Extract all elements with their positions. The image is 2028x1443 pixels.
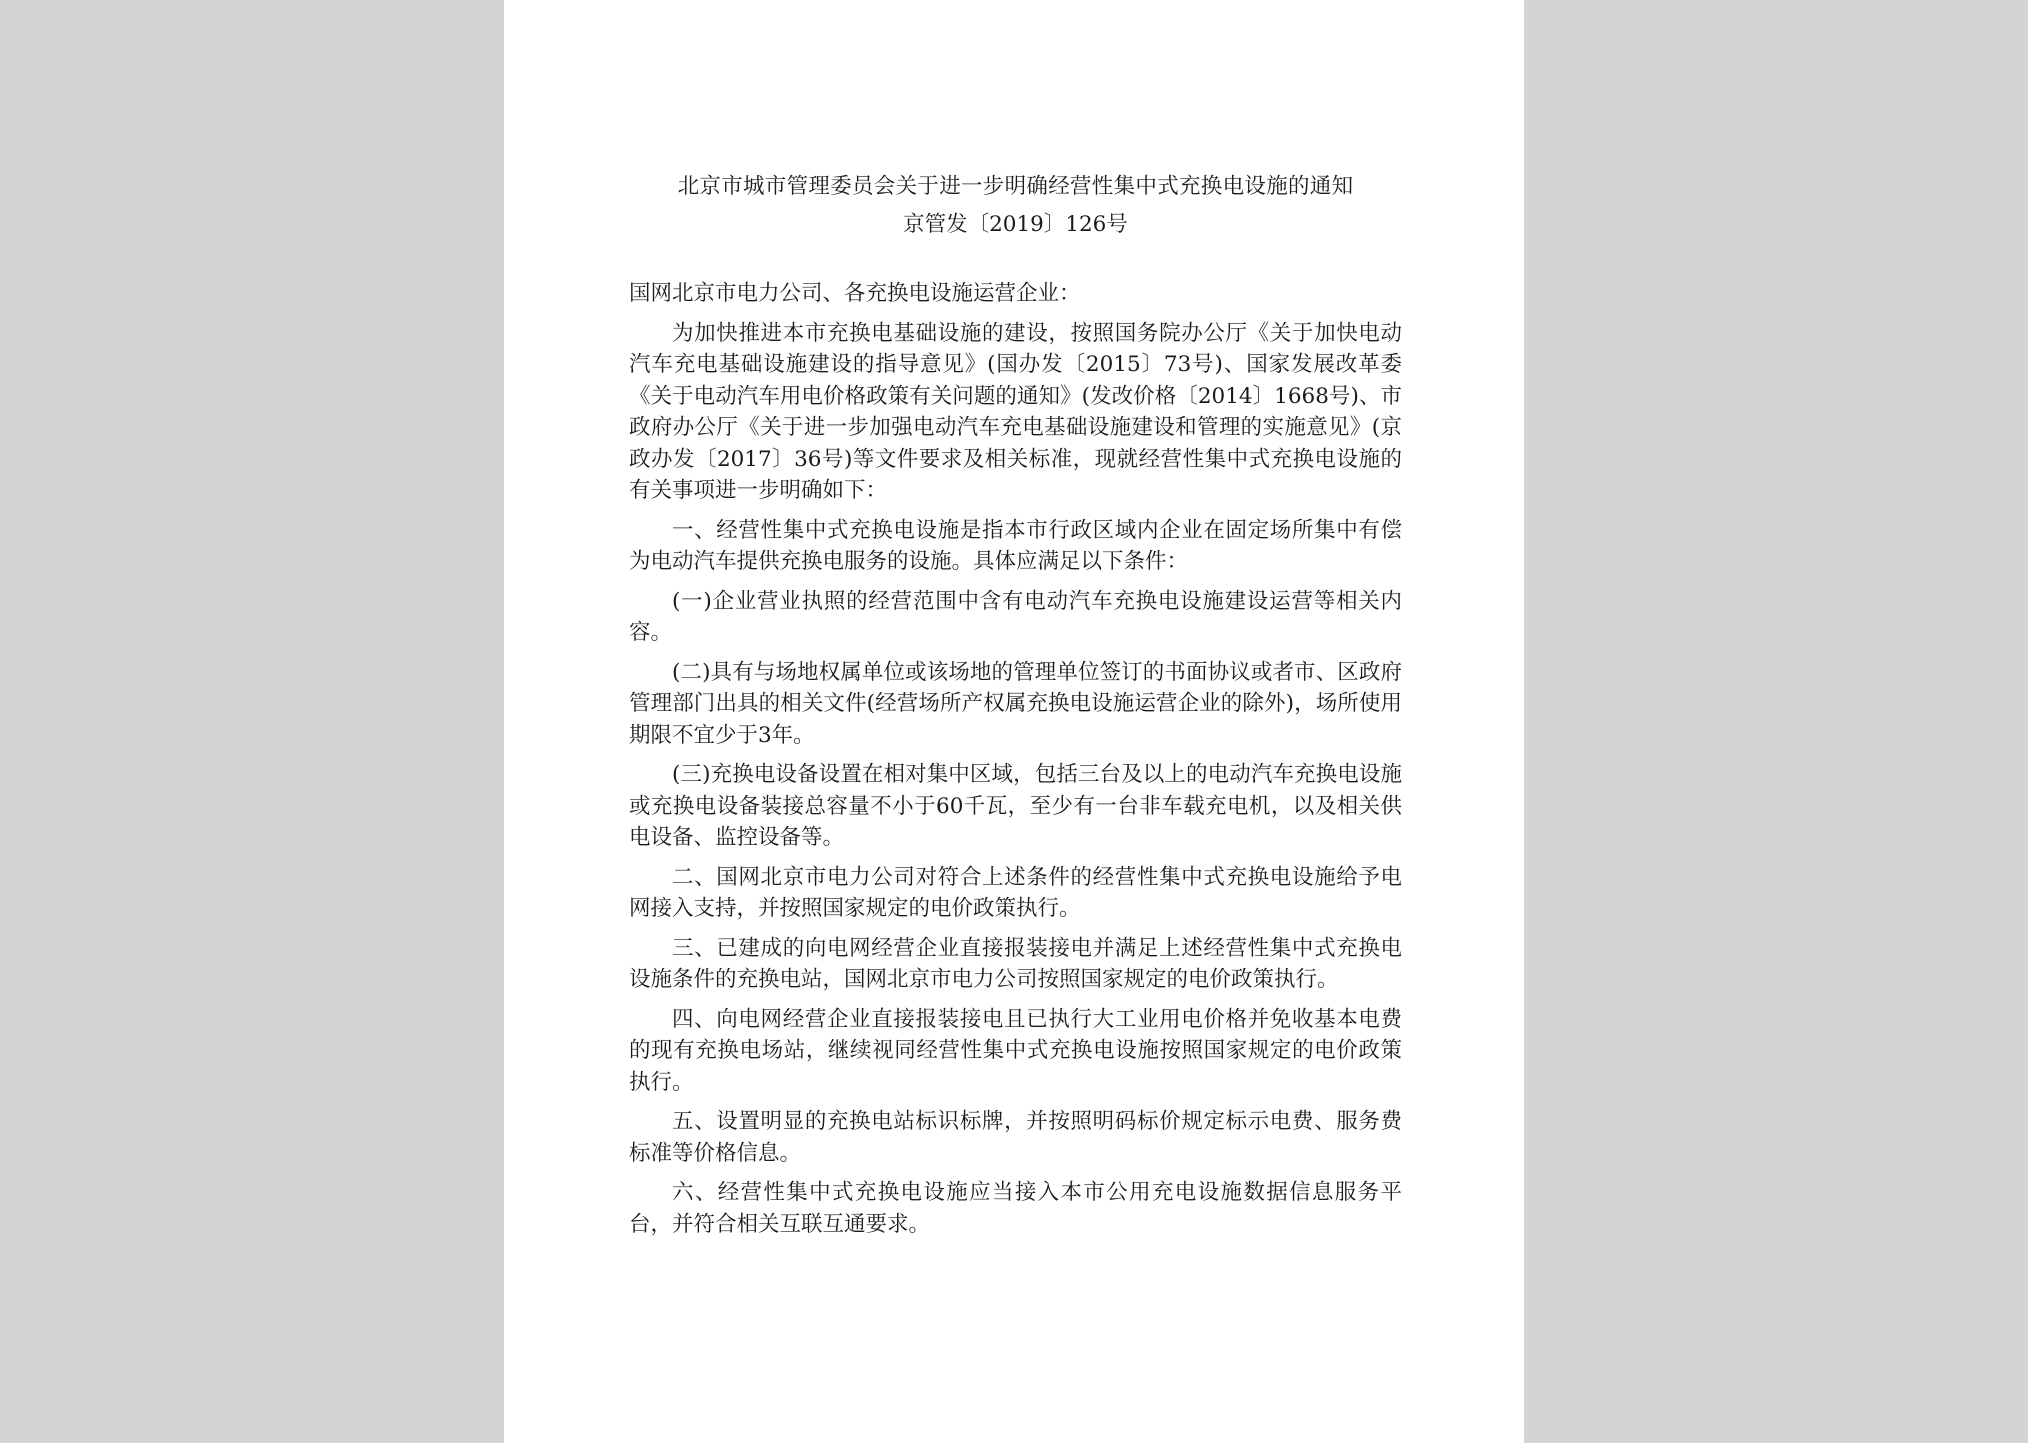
document-page bbox=[504, 0, 1524, 1443]
salutation: 国网北京市电力公司、各充换电设施运营企业： bbox=[629, 281, 1081, 306]
paragraph-section-3: 三、已建成的向电网经营企业直接报装接电并满足上述经营性集中式充换电设施条件的充换电站，国网北京市电力公司按照国家规定的电价政策执行。 bbox=[629, 935, 1402, 992]
paragraph-section-1: 一、经营性集中式充换电设施是指本市行政区域内企业在固定场所集中有偿为电动汽车提供充换电服务的设施。具体应满足以下条件： bbox=[629, 517, 1402, 574]
paragraph-condition-1: (一)企业营业执照的经营范围中含有电动汽车充换电设施建设运营等相关内容。 bbox=[629, 588, 1402, 645]
document-title: 北京市城市管理委员会关于进一步明确经营性集中式充换电设施的通知 bbox=[677, 174, 1354, 199]
document-number: 京管发〔2019〕126号 bbox=[903, 212, 1128, 237]
paragraph-intro: 为加快推进本市充换电基础设施的建设，按照国务院办公厅《关于加快电动汽车充电基础设施建设的指导意见》(国办发〔2015〕73号)、国家发展改革委《关于电动汽车用电价格政策有关问题的通知》(发改价格〔2014〕1668号)、市政府办公厅《关于进一步加强电动汽车充电基础设施建设和管理的实施意见》(京政办发〔2017〕36号)等文件要求及相关标准，现就经营性集中式充换电设施的有关事项进一步明确如下： bbox=[629, 320, 1402, 503]
paragraph-section-5: 五、设置明显的充换电站标识标牌，并按照明码标价规定标示电费、服务费标准等价格信息。 bbox=[629, 1109, 1402, 1166]
paragraph-section-2: 二、国网北京市电力公司对符合上述条件的经营性集中式充换电设施给予电网接入支持，并按照国家规定的电价政策执行。 bbox=[629, 864, 1402, 921]
paragraph-condition-3: (三)充换电设备设置在相对集中区域，包括三台及以上的电动汽车充换电设施或充换电设备装接总容量不小于60千瓦，至少有一台非车载充电机，以及相关供电设备、监控设备等。 bbox=[629, 762, 1402, 850]
document-content bbox=[629, 168, 1402, 1248]
paragraph-section-6: 六、经营性集中式充换电设施应当接入本市公用充电设施数据信息服务平台，并符合相关互联互通要求。 bbox=[629, 1180, 1402, 1237]
paragraph-section-4: 四、向电网经营企业直接报装接电且已执行大工业用电价格并免收基本电费的现有充换电场站，继续视同经营性集中式充换电设施按照国家规定的电价政策执行。 bbox=[629, 1006, 1402, 1095]
paragraph-condition-2: (二)具有与场地权属单位或该场地的管理单位签订的书面协议或者市、区政府管理部门出具的相关文件(经营场所产权属充换电设施运营企业的除外)，场所使用期限不宜少于3年。 bbox=[629, 659, 1402, 748]
